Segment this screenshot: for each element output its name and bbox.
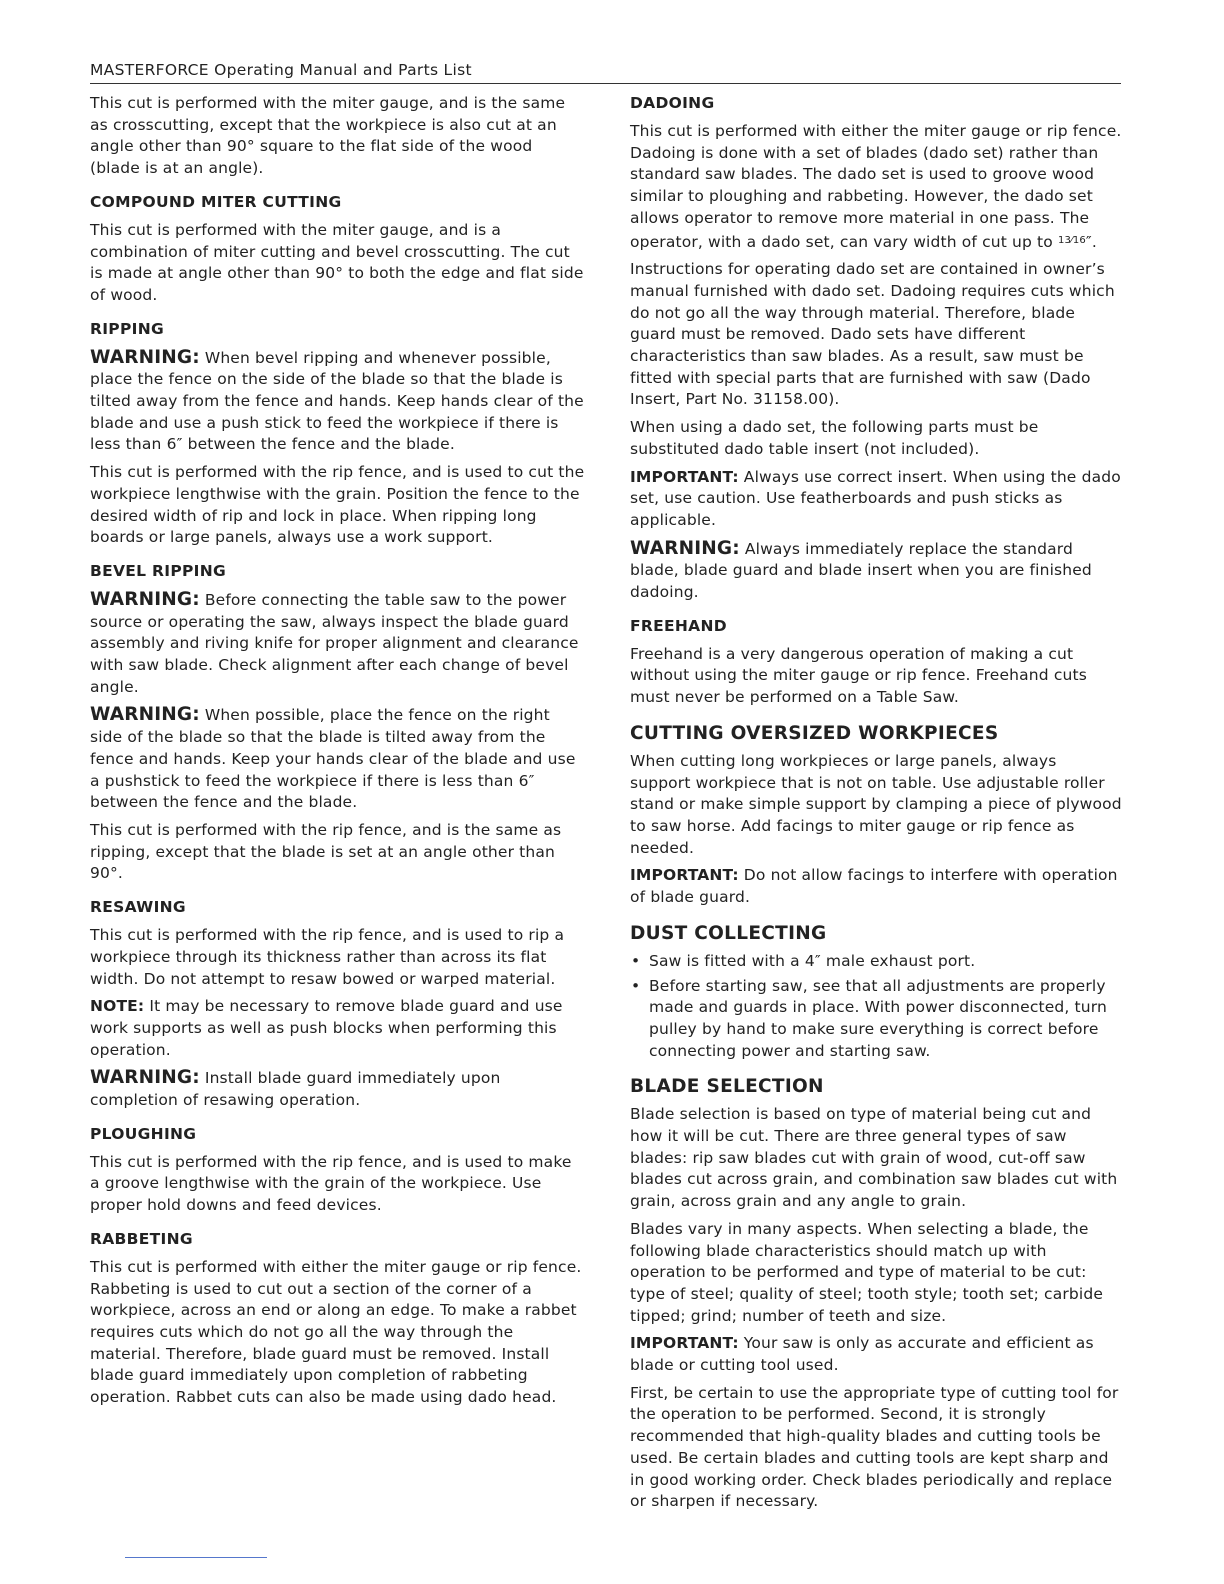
warning-label: WARNING: [90,588,200,610]
dust-collecting-heading: DUST COLLECTING [630,922,827,944]
ripping-text: This cut is performed with the rip fence, and is used to cut the workpiece lengthwise with the grain. Position the fence to the desired width of rip and lock in place. When ripping long boards or large panels, always use a work support. [90,463,585,547]
dadoing-text-2: Instructions for operating dado set are contained in owner’s manual furnished with dado set. Dadoing requires cuts which do not go all the way through material. Therefore, blade guard must be removed. Dado sets have different characteristics than saw blades. As a result, saw must be fitted with special parts that are furnished with saw (Dado Insert, Part No. 31158.00). [630,260,1115,409]
bevel-ripping-heading: BEVEL RIPPING [90,561,227,580]
list-item [630,951,1122,973]
bullet-icon: • [631,976,641,995]
warning-text: When bevel ripping and whenever possible, place the fence on the side of the blade so that the blade is tilted away from the fence and hands. Keep hands clear of the blade and use a push stick to feed the workpiece if there is less than 6″ between the fence and the blade. [90,348,584,454]
compound-miter-heading: COMPOUND MITER CUTTING [90,192,342,211]
compound-miter-text: This cut is performed with the miter gauge, and is a combination of miter cutting and bevel crosscutting. The cut is made at angle other than 90° to both the edge and flat side of wood. [90,220,584,304]
blade-selection-heading: BLADE SELECTION [630,1076,824,1098]
right-column [630,93,1122,1519]
blade-important [630,1333,1122,1376]
rabbeting-text-1: This cut is performed with either the miter gauge or rip fence. Rabbeting is used to cut out a section of the corner of a [90,1257,582,1298]
resawing-heading: RESAWING [90,898,186,917]
ploughing-heading: PLOUGHING [90,1124,197,1143]
list-item-text: Saw is fitted with a 4″ male exhaust port. [649,951,976,970]
note-label: NOTE: [90,997,145,1016]
left-column [90,93,586,1415]
page-header: MASTERFORCE Operating Manual and Parts List [90,61,472,79]
dadoing-heading: DADOING [630,94,715,112]
dadoing-text-1-body: This cut is performed with either the miter gauge or rip fence. Dadoing is done with a set of blades (dado set) rather than standard saw blades. The dado set is used to groove wood similar to ploughing and rabbeting. However, the dado set allows operator to remove more material in one pass. The operator, with a dado set, can vary width of cut up to [630,122,1122,251]
important-label: IMPORTANT: [630,1334,739,1353]
list-item-text: Before starting saw, see that all adjustments are properly made and guards in place. With power disconnected, turn pulley by hand to make sure everything is correct before connecting power and starting saw. [649,976,1107,1060]
ripping-warning [90,347,586,457]
rabbeting-heading: RABBETING [90,1229,193,1248]
dust-collecting-list [630,951,1122,1063]
oversized-important [630,865,1122,908]
warning-label: WARNING: [630,537,740,559]
rabbeting-text-2: workpiece, across an end or along an edge. To make a rabbet requires cuts which do not go all the way through the material. Therefore, blade guard must be removed. Install blade guard immediately upon completion of rabbeting operation. Rabbet cuts can also be made using dado head. [90,1301,577,1407]
freehand-text: Freehand is a very dangerous operation of making a cut without using the miter gauge or rip fence. Freehand cuts must never be performed on a Table Saw. [630,644,1087,707]
dadoing-warning [630,538,1122,604]
warning-label: WARNING: [90,704,200,726]
dadoing-text-3: When using a dado set, the following parts must be substituted dado table insert (not included). [630,418,1039,458]
important-label: IMPORTANT: [630,866,739,885]
resawing-note [90,996,586,1061]
important-text: Do not allow facings to interfere with operation of blade guard. [630,866,1118,907]
dadoing-text-1-end: ″. [1085,232,1097,251]
ripping-heading: RIPPING [90,319,164,338]
ploughing-text: This cut is performed with the rip fence, and is used to make a groove lengthwise with the grain of the workpiece. Use proper hold downs and feed devices. [90,1152,572,1215]
blade-selection-text-3: First, be certain to use the appropriate type of cutting tool for the operation to be performed. Second, it is strongly recommended that high-quality blades and cutting tools be used. Be certain blades and cutting tools are kept sharp and in good working order. Check blades periodically and replace or sharpen if necessary. [630,1383,1119,1511]
blade-selection-text-2: Blades vary in many aspects. When selecting a blade, the following blade characteristics should match up with operation to be performed and type of material to be cut: type of steel; quality of steel; tooth style; tooth set; carbide tipped; grind; number of teeth and size. [630,1219,1104,1325]
bevel-warning-1 [90,589,586,699]
oversized-heading: CUTTING OVERSIZED WORKPIECES [630,722,999,744]
miter-intro-text: This cut is performed with the miter gauge, and is the same as crosscutting, except that the workpiece is also cut at an angle other than 90° square to the flat side of the wood (blade is at an angle). [90,94,566,178]
bevel-ripping-text: This cut is performed with the rip fence, and is the same as ripping, except that the blade is set at an angle other than 90°. [90,820,562,883]
list-item [630,976,1122,1063]
freehand-heading: FREEHAND [630,616,727,635]
resawing-warning [90,1067,586,1111]
important-text: Always use correct insert. When using the dado set, use caution. Use featherboards and push sticks as applicable. [630,467,1121,529]
bevel-warning-2 [90,704,586,814]
resawing-text: This cut is performed with the rip fence, and is used to rip a workpiece through its thickness rather than across its flat width. Do not attempt to resaw bowed or warped material. [90,926,565,988]
blade-selection-text-1: Blade selection is based on type of material being cut and how it will be cut. There are three general types of saw blades: rip saw blades cut with grain of wood, cut-off saw blades cut across grain, and combination saw blades cut with grain, across grain and any angle to grain. [630,1105,1118,1211]
warning-label: WARNING: [90,1067,200,1089]
warning-text: When possible, place the fence on the right side of the blade so that the blade is tilted away from the fence and hands. Keep your hands clear of the blade and use a pushstick to feed the workpiece if there is less than 6″ between the fence and the blade. [90,706,576,812]
important-text: Your saw is only as accurate and efficient as blade or cutting tool used. [630,1334,1094,1375]
note-text: It may be necessary to remove blade guard and use work supports as well as push blocks when performing this operation. [90,997,563,1059]
dado-width-fraction: 13⁄16 [1058,234,1086,246]
warning-text: Install blade guard immediately upon completion of resawing operation. [90,1069,501,1110]
warning-text: Always immediately replace the standard blade, blade guard and blade insert when you are finished dadoing. [630,539,1092,602]
dadoing-important [630,467,1122,532]
header-divider [90,83,1121,84]
warning-text: Before connecting the table saw to the power source or operating the saw, always inspect the blade guard assembly and riving knife for proper alignment and clearance with saw blade. Check alignment after each change of bevel angle. [90,590,579,696]
footer-line [125,1557,267,1558]
important-label: IMPORTANT: [630,467,739,486]
oversized-text: When cutting long workpieces or large panels, always support workpiece that is not on table. Use adjustable roller stand or make simple support by clamping a piece of plywood to saw horse. Add facings to miter gauge or rip fence as needed. [630,751,1122,857]
warning-label: WARNING: [90,346,200,368]
bullet-icon: • [631,951,641,970]
dadoing-text-1 [630,121,1122,253]
